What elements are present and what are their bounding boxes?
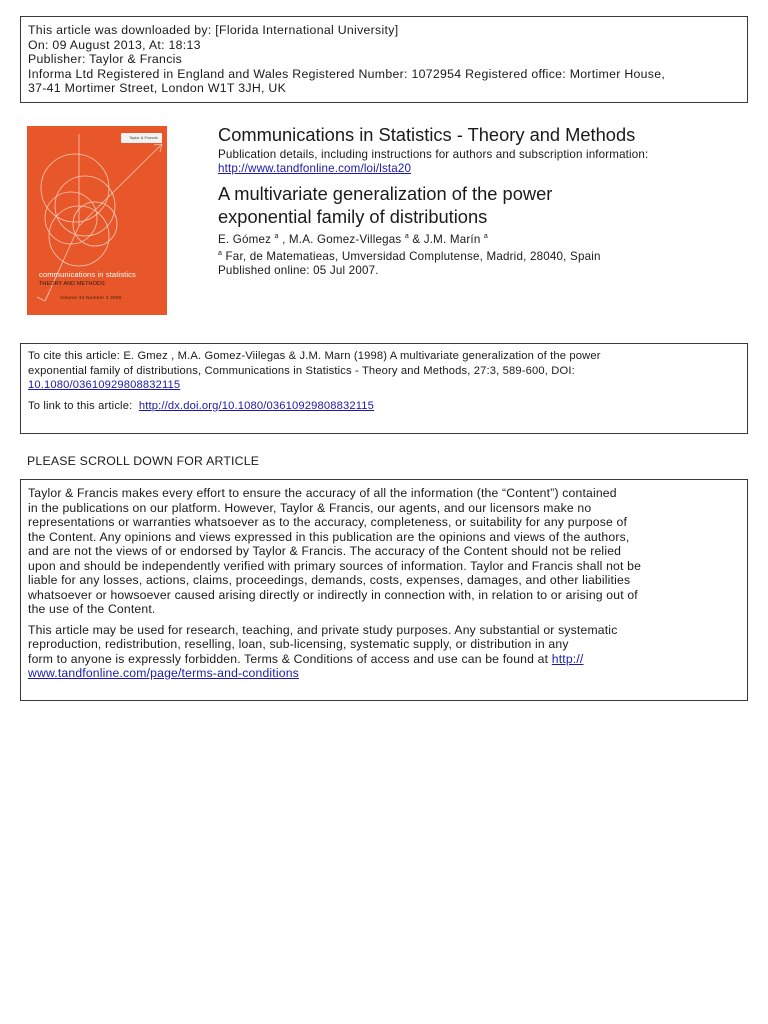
download-line: On: 09 August 2013, At: 18:13 bbox=[28, 37, 201, 52]
article-title bbox=[218, 182, 748, 228]
cover-title: communications in statistics bbox=[39, 270, 136, 279]
affiliation-text: Far, de Matematieas, Umversidad Complutense, Madrid, 28040, Spain bbox=[225, 250, 601, 263]
publication-details-text: Publication details, including instructions for authors and subscription information: bbox=[218, 148, 649, 161]
article-doi-url-link[interactable]: http://dx.doi.org/10.1080/03610929808832115 bbox=[138, 399, 375, 412]
journal-cover-image bbox=[27, 126, 167, 315]
usage-terms-paragraph bbox=[28, 623, 747, 681]
disclaimer-line: Taylor & Francis makes every effort to ensure the accuracy of all the information (the “Content”) contained bbox=[28, 486, 617, 500]
disclaimer-line: whatsoever or howsoever caused arising directly or indirectly in connection with, in relation to or arising out of bbox=[28, 587, 638, 602]
journal-title: Communications in Statistics - Theory and Methods bbox=[218, 124, 636, 145]
cover-issue: Volume 34 Number 3 2005 bbox=[60, 296, 122, 301]
disclaimer-box bbox=[20, 479, 748, 701]
usage-terms-text: form to anyone is expressly forbidden. Terms & Conditions of access and use can be found at bbox=[28, 651, 552, 666]
download-line: Informa Ltd Registered in England and Wales Registered Number: 1072954 Registered office: Mortimer House, bbox=[28, 66, 666, 81]
disclaimer-line: upon and should be independently verified with primary sources of information. Taylor and Francis shall not be bbox=[28, 558, 642, 573]
author-affiliation-mark: a bbox=[483, 233, 488, 241]
citation-box bbox=[20, 343, 748, 434]
scroll-notice: PLEASE SCROLL DOWN FOR ARTICLE bbox=[27, 454, 260, 468]
terms-link-start[interactable]: http:// bbox=[551, 651, 584, 666]
doi-link[interactable]: 10.1080/03610929808832115 bbox=[28, 379, 181, 392]
article-link-row bbox=[28, 399, 747, 414]
article-header bbox=[218, 124, 748, 278]
download-notice bbox=[20, 16, 748, 103]
usage-terms-line bbox=[28, 652, 747, 667]
author-affiliation-mark: a bbox=[274, 233, 279, 241]
disclaimer-line: and are not the views of or endorsed by Taylor & Francis. The accuracy of the Content should not be relied bbox=[28, 544, 622, 558]
author-name: & J.M. Marín bbox=[412, 233, 481, 246]
author-name: , M.A. Gomez-Villegas bbox=[282, 233, 402, 246]
article-title-line: exponential family of distributions bbox=[218, 206, 488, 227]
affiliation-mark: a bbox=[218, 250, 223, 258]
usage-terms-line: reproduction, redistribution, reselling, loan, sub-licensing, systematic supply, or distribution in any bbox=[28, 637, 569, 651]
cover-subtitle: THEORY AND METHODS bbox=[39, 281, 105, 287]
disclaimer-line: representations or warranties whatsoever as to the accuracy, completeness, or suitability for any purpose of bbox=[28, 515, 628, 529]
publisher-logo-text: Taylor & Francis bbox=[129, 135, 158, 140]
disclaimer-line: in the publications on our platform. However, Taylor & Francis, our agents, and our licensors make no bbox=[28, 500, 592, 515]
disclaimer-line: the use of the Content. bbox=[28, 602, 156, 616]
usage-terms-line: This article may be used for research, teaching, and private study purposes. Any substantial or systematic bbox=[28, 622, 618, 637]
published-date: Published online: 05 Jul 2007. bbox=[218, 264, 379, 277]
disclaimer-paragraph bbox=[28, 486, 747, 617]
disclaimer-line: the Content. Any opinions and views expressed in this publication are the opinions and views of the authors, bbox=[28, 529, 630, 544]
article-link-label: To link to this article: bbox=[28, 399, 133, 412]
authors bbox=[218, 233, 748, 247]
download-line: This article was downloaded by: [Florida International University] bbox=[28, 23, 399, 37]
citation-text: To cite this article: E. Gmez , M.A. Gomez-Viilegas & J.M. Marn (1998) A multivariate generalization of the power bbox=[28, 350, 601, 362]
citation-text: exponential family of distributions, Communications in Statistics - Theory and Methods, 27:3, 589-600, DOI: bbox=[28, 364, 575, 377]
publication-details bbox=[218, 148, 748, 176]
journal-url-link[interactable]: http://www.tandfonline.com/loi/lsta20 bbox=[218, 162, 412, 175]
publisher-logo bbox=[121, 133, 162, 143]
affiliation bbox=[218, 250, 748, 264]
article-title-line: A multivariate generalization of the power bbox=[218, 183, 553, 204]
terms-and-conditions-link[interactable]: www.tandfonline.com/page/terms-and-conditions bbox=[28, 666, 299, 680]
author-name: E. Gómez bbox=[218, 233, 272, 246]
download-line: 37-41 Mortimer Street, London W1T 3JH, UK bbox=[28, 81, 287, 96]
disclaimer-line: liable for any losses, actions, claims, proceedings, demands, costs, expenses, damages, and other liabilities bbox=[28, 573, 631, 587]
author-affiliation-mark: a bbox=[404, 233, 409, 241]
download-line: Publisher: Taylor & Francis bbox=[28, 52, 183, 67]
